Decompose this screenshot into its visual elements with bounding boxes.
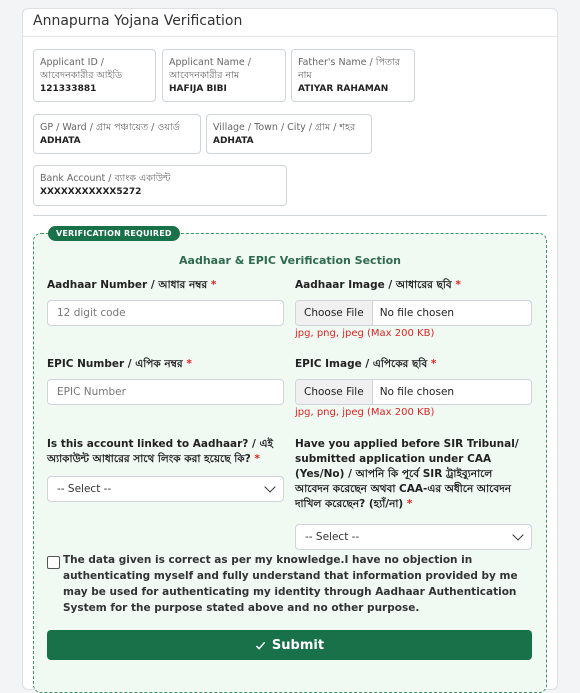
aadhaar-choose-file-button[interactable]: Choose File <box>296 301 373 325</box>
submit-label: Submit <box>271 637 325 653</box>
aadhaar-file-hint: jpg, png, jpeg (Max 200 KB) <box>295 328 435 339</box>
chevron-down-icon <box>264 481 275 492</box>
card-header <box>23 9 557 37</box>
epic-image-label: EPIC Image / এপিকের ছবি * <box>295 358 437 370</box>
sir-tribunal-selected: -- Select -- <box>305 531 360 543</box>
applicant-name-label: Applicant Name / আবেদনকারীর নাম <box>169 57 251 81</box>
aadhaar-file-status: No file chosen <box>379 307 455 319</box>
aadhaar-image-upload[interactable] <box>295 300 532 326</box>
father-name-value: ATIYAR RAHAMAN <box>298 84 389 94</box>
applicant-id-value: 121333881 <box>40 84 97 94</box>
aadhaar-linked-label: Is this account linked to Aadhaar? / এই অ্যাকাউন্ট আধারের সাথে লিংক করা হয়েছে কি? * <box>47 438 273 465</box>
village-box <box>206 114 372 154</box>
village-label: Village / Town / City / গ্রাম / শহর <box>213 122 356 133</box>
epic-file-hint: jpg, png, jpeg (Max 200 KB) <box>295 407 435 418</box>
applicant-name-value: HAFIJA BIBI <box>169 84 227 94</box>
submit-button[interactable] <box>47 630 532 660</box>
section-title: Aadhaar & EPIC Verification Section <box>179 254 401 267</box>
epic-file-status: No file chosen <box>379 386 455 398</box>
verification-section <box>33 229 547 693</box>
check-icon <box>255 640 266 651</box>
gp-ward-label: GP / Ward / গ্রাম পঞ্চায়েত / ওয়ার্ড <box>40 122 180 133</box>
aadhaar-linked-selected: -- Select -- <box>57 483 112 495</box>
bank-account-box <box>33 165 287 206</box>
sir-tribunal-select[interactable] <box>295 524 532 550</box>
village-value: ADHATA <box>213 136 254 146</box>
applicant-name-box <box>162 49 286 102</box>
aadhaar-image-label: Aadhaar Image / আধারের ছবি * <box>295 279 461 291</box>
gp-ward-box <box>33 114 201 154</box>
applicant-id-box <box>33 49 156 102</box>
gp-ward-value: ADHATA <box>40 136 81 146</box>
aadhaar-linked-select[interactable] <box>47 476 284 502</box>
epic-number-input[interactable] <box>47 379 284 405</box>
consent-checkbox[interactable] <box>47 556 60 569</box>
aadhaar-number-input[interactable] <box>47 300 284 326</box>
epic-image-upload[interactable] <box>295 379 532 405</box>
aadhaar-number-label: Aadhaar Number / আধার নম্বর * <box>47 279 217 291</box>
sir-tribunal-label: Have you applied before SIR Tribunal/ submitted application under CAA (Yes/No) / আপনি কি পূর্বে SIR ট্রাইব্যুনালে আবেদন করেছেন অথবা CAA-এর অধীনে আবেদন দাখিল করেছেন? (হ্যাঁ/না) * <box>295 438 519 510</box>
verification-badge: VERIFICATION REQUIRED <box>48 226 180 241</box>
father-name-box <box>291 49 415 102</box>
father-name-label: Father's Name / পিতার নাম <box>298 57 401 81</box>
bank-account-value: XXXXXXXXXXX5272 <box>40 187 142 197</box>
chevron-down-icon <box>512 529 523 540</box>
epic-number-label: EPIC Number / এপিক নম্বর * <box>47 358 192 370</box>
bank-account-label: Bank Account / ব্যাংক একাউন্ট <box>40 173 171 184</box>
page-title: Annapurna Yojana Verification <box>33 13 243 29</box>
epic-choose-file-button[interactable]: Choose File <box>296 380 373 404</box>
divider <box>33 215 547 216</box>
verification-card <box>22 8 558 690</box>
consent-text: The data given is correct as per my knowledge.I have no objection in authenticating myself and fully understand that information provided by me may be used for authenticating my identity through Aadhaar Authentication System for the purpose stated above and no other purpose. <box>63 554 518 614</box>
applicant-id-label: Applicant ID / আবেদনকারীর আইডি <box>40 57 123 81</box>
